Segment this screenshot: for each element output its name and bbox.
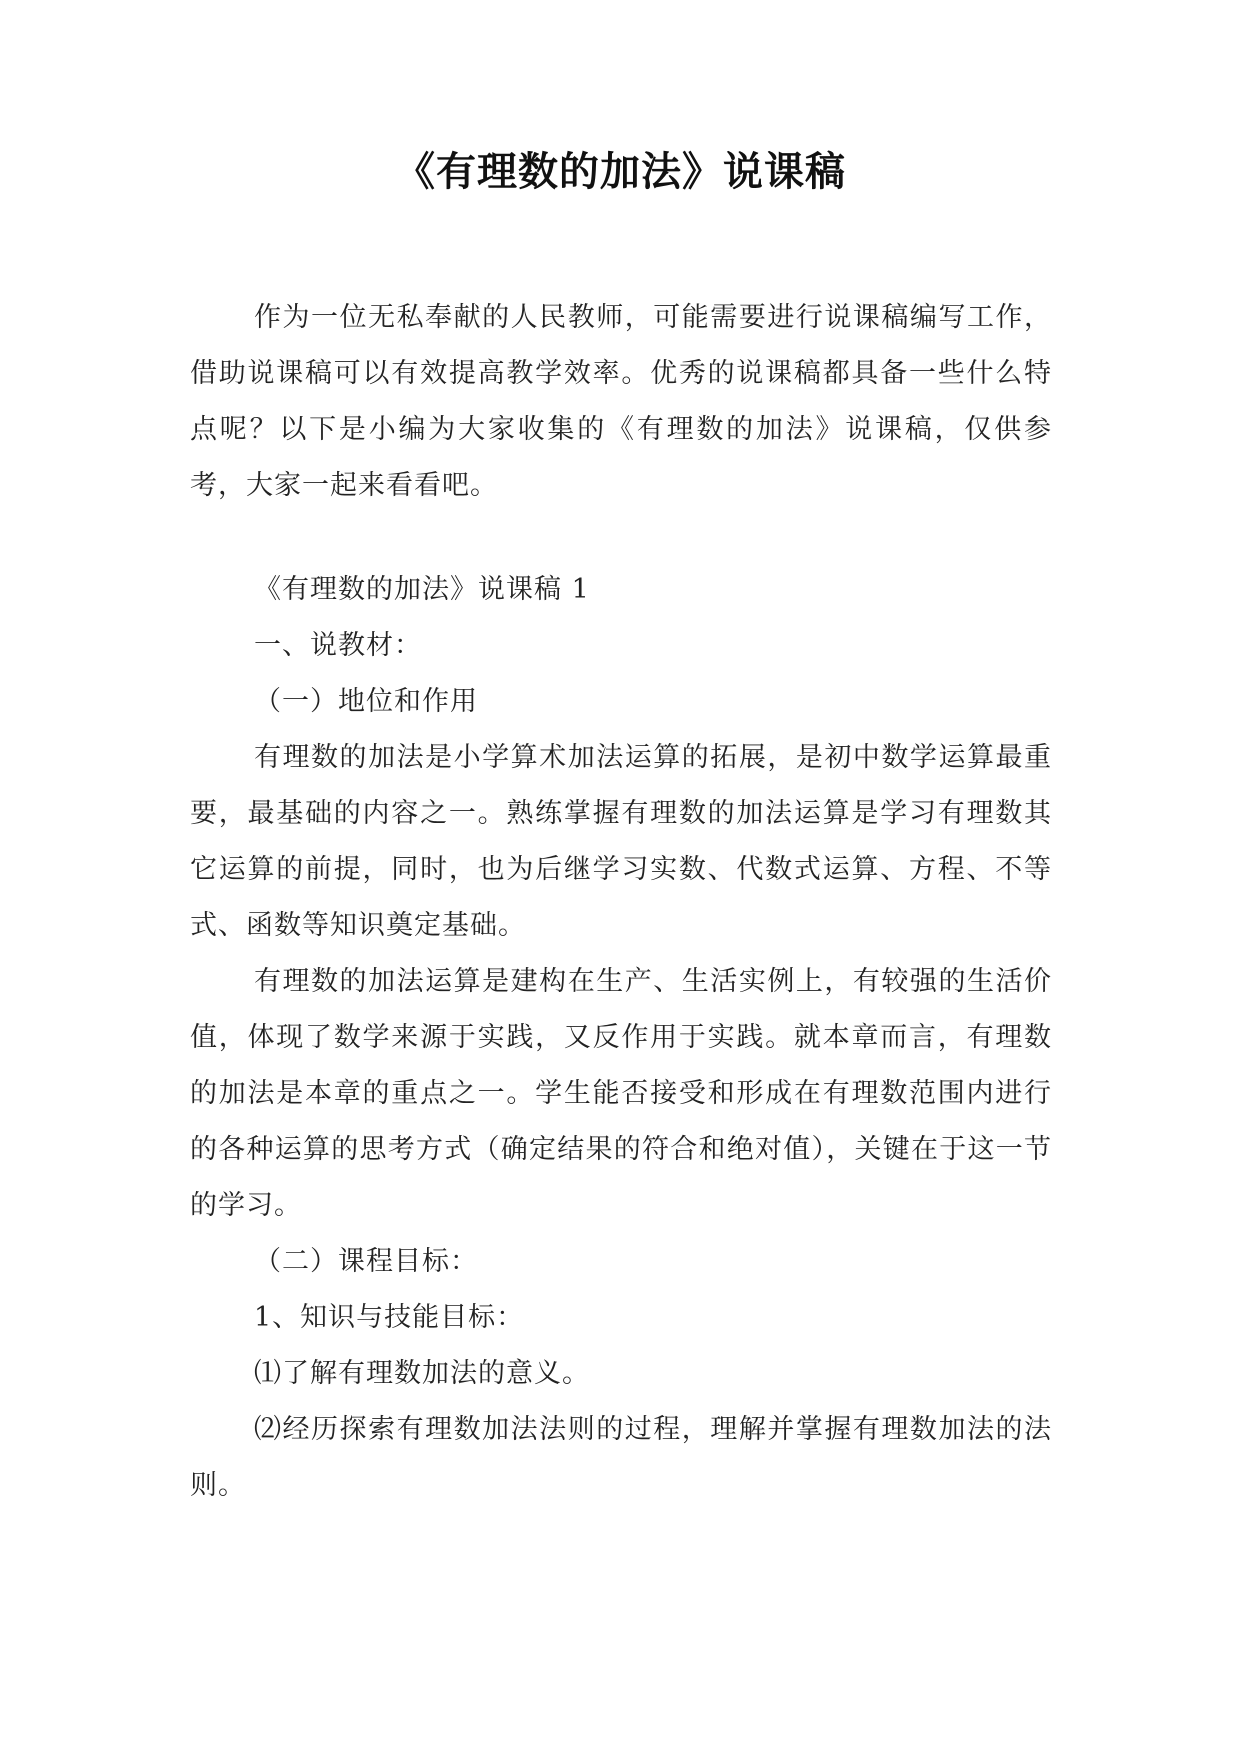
goal-item-two: ⑵经历探索有理数加法法则的过程，理解并掌握有理数加法的法则。 <box>190 1414 1052 1501</box>
section-heading: 《有理数的加法》说课稿 1 <box>254 574 590 605</box>
page-title: 《有理数的加法》说课稿 <box>395 149 846 195</box>
intro-paragraph: 作为一位无私奉献的人民教师，可能需要进行说课稿编写工作，借助说课稿可以有效提高教学效率。优秀的说课稿都具备一些什么特点呢？以下是小编为大家收集的《有理数的加法》说课稿，仅供参考，大家一起来看看吧。 <box>190 302 1052 501</box>
section-spacer <box>190 514 1052 562</box>
subsection-one-heading: （一）地位和作用 <box>254 686 478 717</box>
part-one-heading: 一、说教材： <box>254 630 422 661</box>
document-body <box>190 290 1052 1514</box>
paragraph-one: 有理数的加法是小学算术加法运算的拓展，是初中数学运算最重要，最基础的内容之一。熟练掌握有理数的加法运算是学习有理数其它运算的前提，同时，也为后继学习实数、代数式运算、方程、不等式、函数等知识奠定基础。 <box>190 742 1052 941</box>
subsection-two-heading: （二）课程目标： <box>254 1246 478 1277</box>
goal-item-one: ⑴了解有理数加法的意义。 <box>254 1358 590 1389</box>
goal-heading: 1、知识与技能目标： <box>254 1302 525 1333</box>
paragraph-two: 有理数的加法运算是建构在生产、生活实例上，有较强的生活价值，体现了数学来源于实践，又反作用于实践。就本章而言，有理数的加法是本章的重点之一。学生能否接受和形成在有理数范围内进行的各种运算的思考方式（确定结果的符合和绝对值），关键在于这一节的学习。 <box>190 966 1052 1221</box>
